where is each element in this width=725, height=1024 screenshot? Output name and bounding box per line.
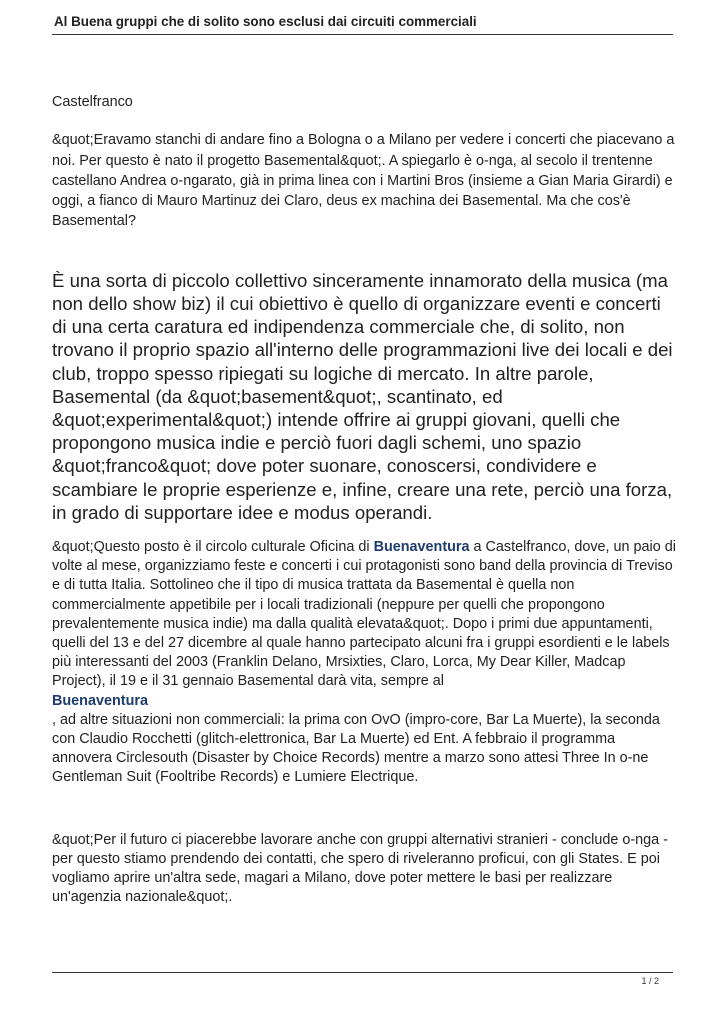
article-main-paragraph [52,538,677,788]
article-intro-paragraph: &quot;Eravamo stanchi di andare fino a Bologna o a Milano per vedere i concerti che piacevano a noi. Per questo è nato il progetto Basemental&quot;. A spiegarlo è o-nga, al secolo il trentenne castellano Andrea o-ngarato, già in prima linea con i Martini Bros (insieme a Gian Maria Girardi) e oggi, a fianco di Mauro Martinuz dei Claro, deus ex machina dei Basemental. Ma che cos'è Basemental? [52,132,675,230]
main-text-part1: &quot;Questo posto è il circolo culturale Oficina di [52,539,374,556]
article-closing-paragraph: &quot;Per il futuro ci piacerebbe lavorare anche con gruppi alternativi stranieri - conclude o-nga - per questo stiamo prendendo dei contatti, che spero di riveleranno proficui, con gli States. E poi vogliamo aprire un'altra sede, magari a Milano, dove poter mettere le basi per realizzare un'agenzia nazionale&quot;. [52,831,668,905]
main-text-part3: , ad altre situazioni non commerciali: la prima con OvO (impro-core, Bar La Muerte), la seconda con Claudio Rocchetti (glitch-elettronica, Bar La Muerte) ed Ent. A febbraio il programma annovera Circlesouth (Disaster by Choice Records) mentre a marzo sono attesi Three In o-ne Gentleman Suit (Fooltribe Records) e Lumiere Electrique. [52,711,660,786]
article-body [52,92,677,907]
page-number: 1 / 2 [641,976,659,986]
page-title: Al Buena gruppi che di solito sono esclusi dai circuiti commerciali [54,14,477,29]
page-footer [52,972,673,993]
buenaventura-link[interactable]: Buenaventura [373,539,470,556]
article-location: Castelfranco [52,94,133,110]
page-header [52,10,673,35]
article-highlight-paragraph: È una sorta di piccolo collettivo sinceramente innamorato della musica (ma non dello show biz) il cui obiettivo è quello di organizzare eventi e concerti di una certa caratura ed indipendenza commerciale che, di solito, non trovano il proprio spazio all'interno delle programmazioni live dei locali e dei club, troppo spesso ripiegati su logiche di mercato. In altre parole, Basemental (da &quot;basement&quot;, scantinato, ed &quot;experimental&quot;) intende offrire ai gruppi giovani, quelli che propongono musica indie e perciò fuori dagli schemi, uno spazio &quot;franco&quot; dove poter suonare, conoscersi, condividere e scambiare le proprie esperienze e, infine, creare una rete, perciò una forza, in grado di supportare idee e modus operandi. [52,269,673,523]
main-text-part2: a Castelfranco, dove, un paio di volte al mese, organizziamo feste e concerti i cui protagonisti sono band della provincia di Treviso e di tutta Italia. Sottolineo che il tipo di musica trattata da Basemental è quella non commercialmente appetibile per i locali tradizionali (neppure per quelli che propongono prevalentemente musica indie) ma dalla qualità elevata&quot;. Dopo i primi due appuntamenti, quelli del 13 e del 27 dicembre al quale hanno partecipato alcuni fra i gruppi esordienti e le labels più interessanti del 2003 (Franklin Delano, Mrsixties, Claro, Lorca, My Dear Killer, Madcap Project), il 19 e il 31 gennaio Basemental darà vita, sempre al [52,539,676,690]
buenaventura-link-2[interactable]: Buenaventura [52,692,148,709]
